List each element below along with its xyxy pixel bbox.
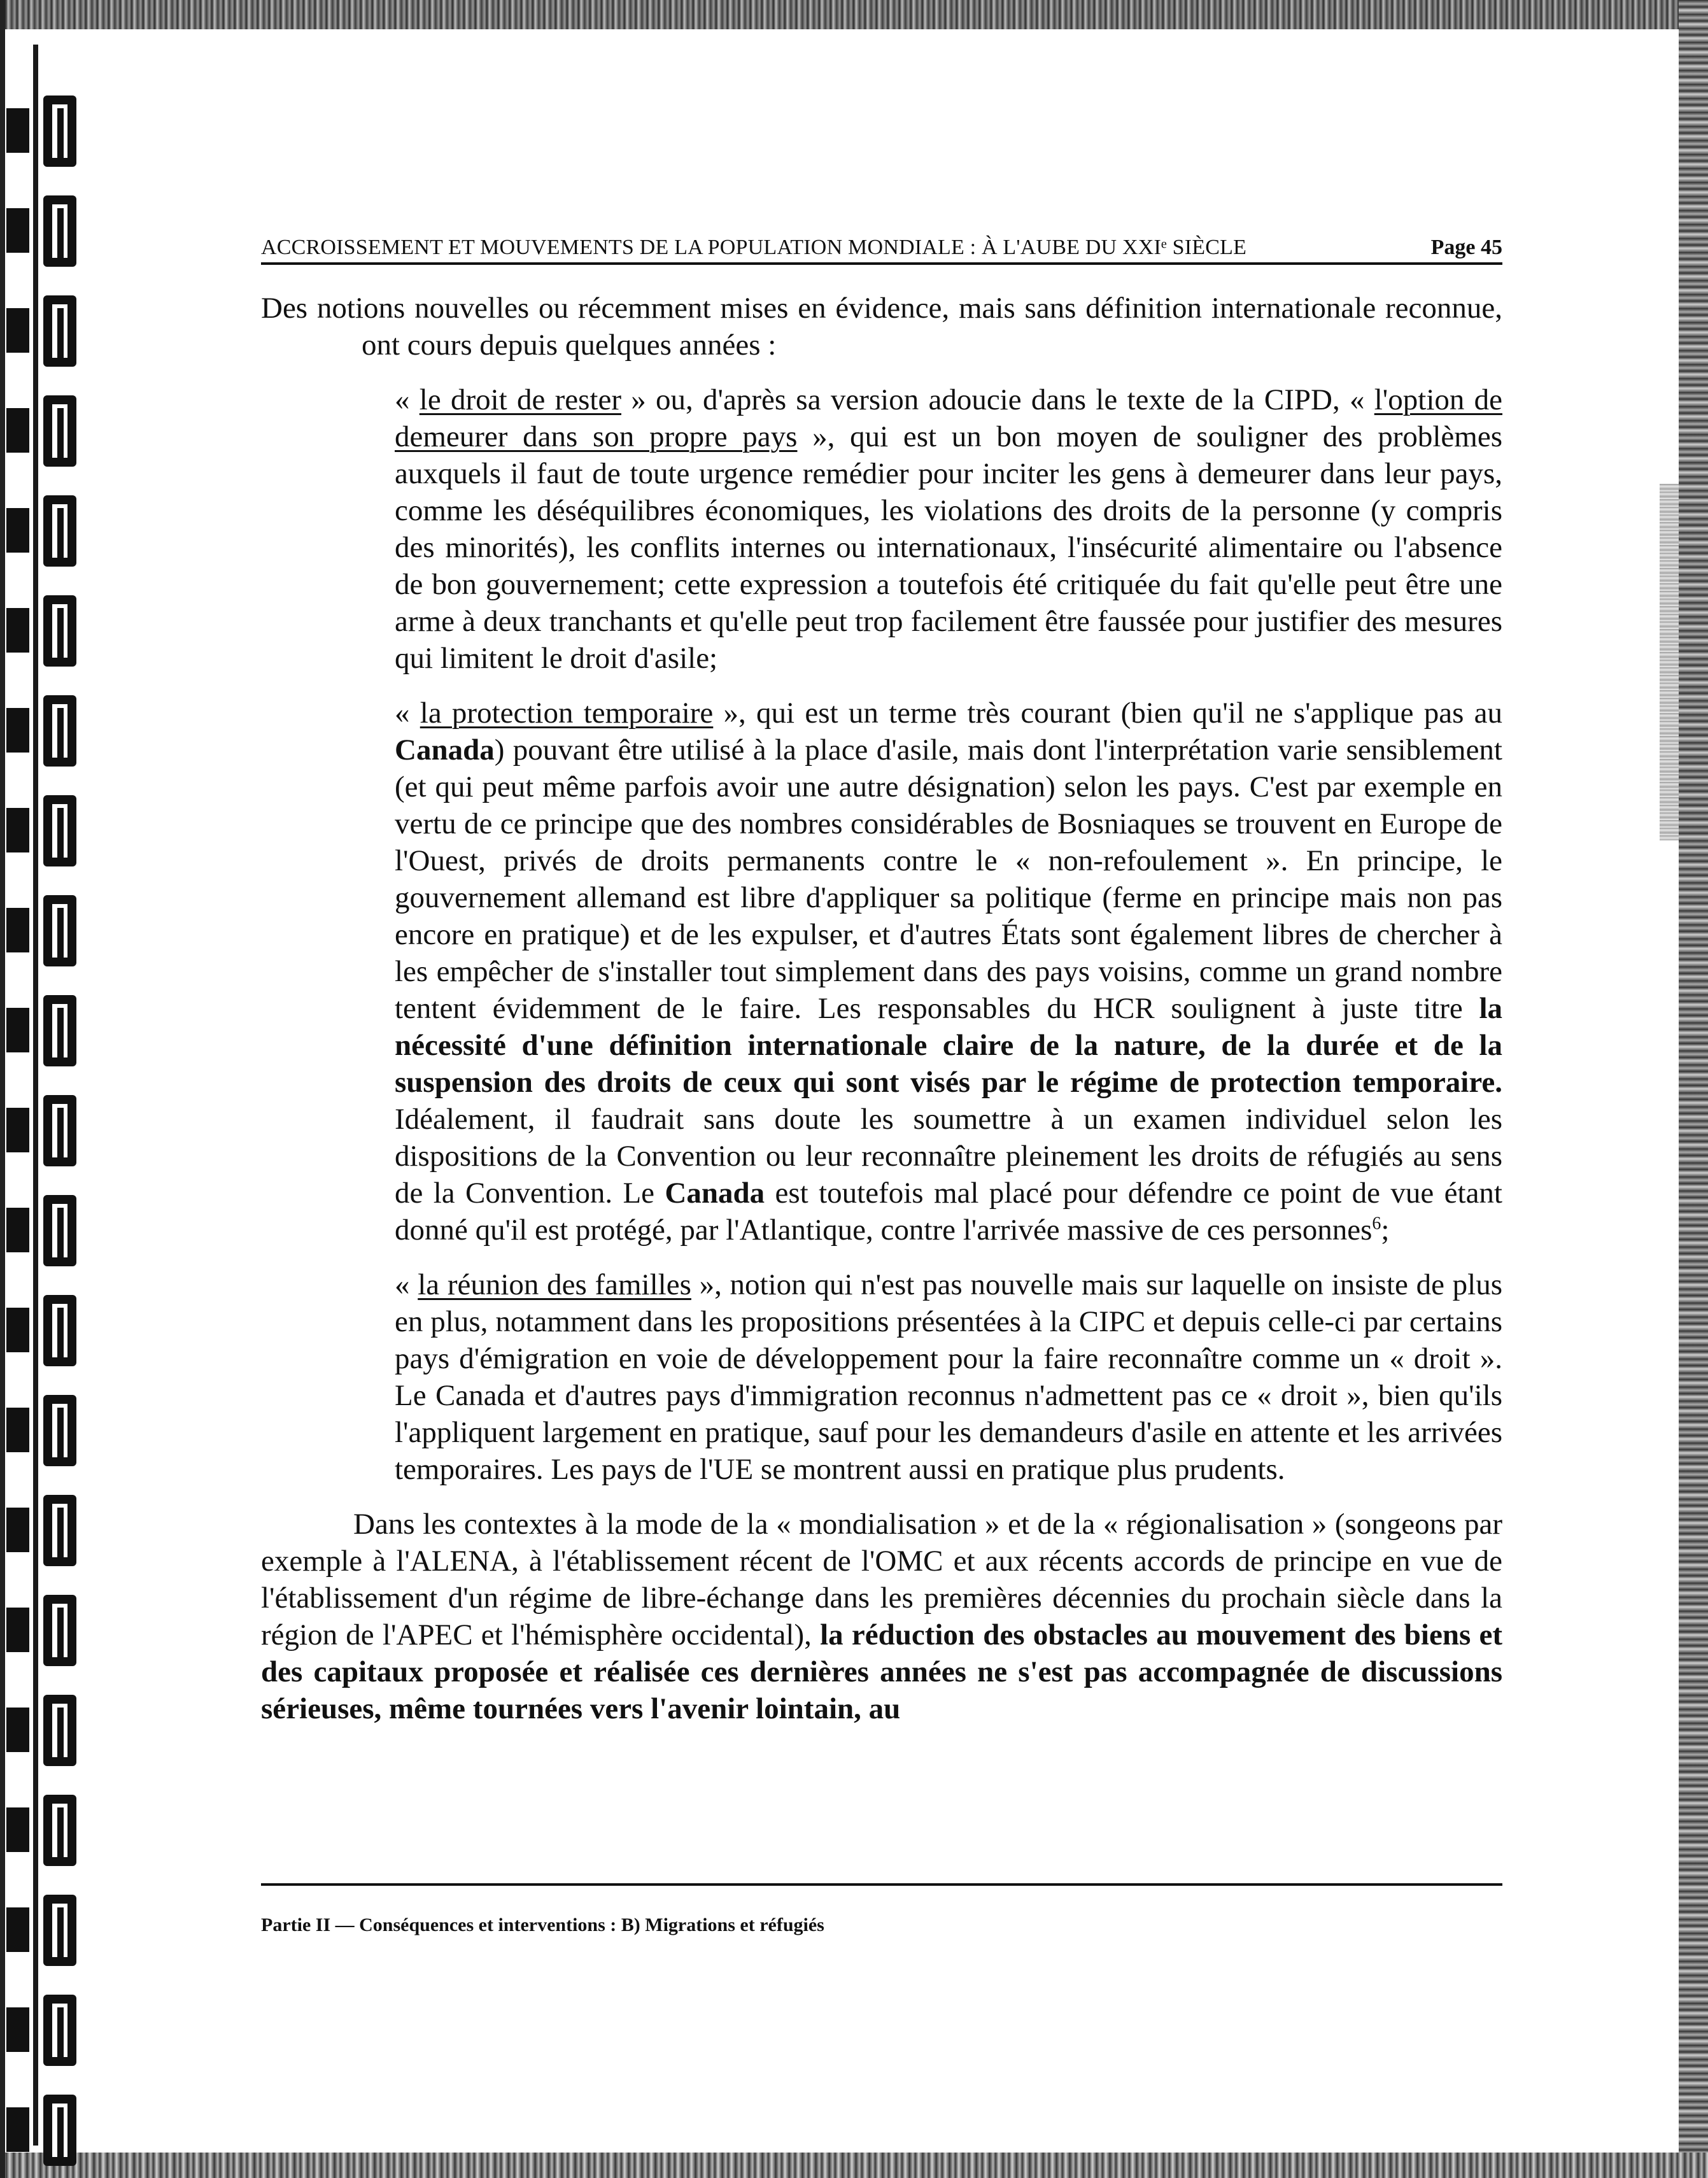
binding-ring: [6, 595, 80, 667]
item-text: », qui est un terme très courant (bien qu'il ne s'applique pas au: [713, 697, 1502, 730]
binding-ring: [6, 95, 80, 167]
footer-rule: [261, 1883, 1502, 1886]
binding-ring: [6, 895, 80, 966]
paragraph-text: Dans les contextes à la mode de la « mondialisation » et de la « régionalisation » (songeons par exemple à l'ALENA, à l'établissement récent de l'OMC et aux récents accords de principe en vue de l'établissement d'un régime de libre-échange dans les premières décennies du prochain siècle dans la région de l'APEC et l'hémisphère occidental),: [261, 1508, 1502, 1651]
binding-ring: [6, 1995, 80, 2066]
binding-ring: [6, 1295, 80, 1366]
list-item: [395, 381, 1502, 677]
bold-emphasis: la nécessité d'une définition internationale claire de la nature, de la durée et de la suspension des droits de ceux qui sont visés par le régime de protection temporaire.: [395, 992, 1502, 1099]
scan-border-top: [0, 0, 1708, 29]
item-text: Idéalement, il faudrait sans doute les soumettre à un examen individuel selon les dispositions de la Convention ou leur reconnaître pleinement les droits de réfugiés au sens de la Convention. Le: [395, 1103, 1502, 1210]
main-paragraph: [261, 1506, 1502, 1727]
binding-ring: [6, 2095, 80, 2166]
list-item: [395, 1266, 1502, 1488]
binding-ring: [6, 1795, 80, 1866]
binding-ring: [6, 1595, 80, 1666]
page-number: Page 45: [1430, 236, 1502, 259]
binding-ring: [6, 995, 80, 1066]
item-text: ) pouvant être utilisé à la place d'asile, mais dont l'interprétation varie sensiblement (et qui peut même parfois avoir une autre désignation) selon les pays. C'est par exemple en vertu de ce principe que des nombres considérables de Bosniaques se trouvent en Europe de l'Ouest, privés de droits permanents contre le « non-refoulement ». En principe, le gouvernement allemand est libre d'appliquer sa politique (ferme en principe mais non pas encore en pratique) et de les expulser, et d'autres États sont également libres de chercher à les empêcher de s'installer tout simplement dans des pays voisins, comme un grand nombre tentent évidemment de le faire. Les responsables du HCR soulignent à juste titre: [395, 733, 1502, 1025]
bold-emphasis: la réduction des obstacles au mouvement des biens et des capitaux proposée et réalisée ces dernières années ne s'est pas accompagnée de discussions sérieuses, même tournées vers l'avenir lointain, au: [261, 1618, 1503, 1725]
binding-ring: [6, 1695, 80, 1766]
header-title: ACCROISSEMENT ET MOUVEMENTS DE LA POPULATION MONDIALE : À L'AUBE DU XXIᵉ SIÈCLE: [261, 236, 1247, 259]
binding-ring: [6, 695, 80, 767]
quote-open: «: [395, 383, 420, 416]
quote-open: «: [395, 697, 420, 730]
term-reunion-familles: la réunion des familles: [418, 1268, 691, 1301]
binding-ring: [6, 1495, 80, 1566]
quote-open: «: [395, 1268, 418, 1301]
term-protection-temporaire: la protection temporaire: [420, 697, 714, 730]
binding-ring: [6, 395, 80, 467]
item-text: » ou, d'après sa version adoucie dans le texte de la CIPD, «: [621, 383, 1374, 416]
binding-ring: [6, 1095, 80, 1166]
scan-border-bottom: [0, 2153, 1708, 2178]
document-body: [261, 290, 1502, 1727]
item-text: est toutefois mal placé pour défendre ce point de vue étant donné qu'il est protégé, par l'Atlantique, contre l'arrivée massive de ces personnes: [395, 1177, 1502, 1247]
bold-canada: Canada: [665, 1177, 765, 1210]
bold-canada: Canada: [395, 733, 495, 767]
footer-text: Partie II — Conséquences et interventions : B) Migrations et réfugiés: [261, 1914, 824, 1935]
term-droit-de-rester: le droit de rester: [419, 383, 621, 416]
binding-ring: [6, 195, 80, 267]
scan-border-right: [1679, 0, 1708, 2178]
running-header: [261, 233, 1502, 265]
binding-ring: [6, 295, 80, 367]
binding-ring: [6, 1895, 80, 1966]
item-text: ;: [1381, 1213, 1390, 1247]
binding-ring: [6, 1395, 80, 1466]
term-option-demeurer: l'option de demeurer dans son propre pays: [395, 383, 1503, 453]
item-text: », qui est un bon moyen de souligner des problèmes auxquels il faut de toute urgence remédier pour inciter les gens à demeurer dans leur pays, comme les déséquilibres économiques, les violations des droits de la personne (y compris des minorités), les conflits internes ou internationaux, l'insécurité alimentaire ou l'absence de bon gouvernement; cette expression a toutefois été critiquée du fait qu'elle peut être une arme à deux tranchants et qu'elle peut trop facilement être faussée pour justifier des mesures qui limitent le droit d'asile;: [395, 420, 1503, 675]
list-item: [395, 695, 1502, 1248]
scan-edge-strip: [1660, 484, 1679, 840]
binding-ring: [6, 495, 80, 567]
intro-paragraph: Des notions nouvelles ou récemment mises en évidence, mais sans définition internationale reconnue, ont cours depuis quelques années :: [261, 292, 1502, 362]
item-text: », notion qui n'est pas nouvelle mais sur laquelle on insiste de plus en plus, notamment dans les propositions présentées à la CIPC et depuis celle-ci par certains pays d'émigration en voie de développement pour la faire reconnaître comme un « droit ». Le Canada et d'autres pays d'immigration reconnus n'admettent pas ce « droit », bien qu'ils l'appliquent largement en pratique, sauf pour les demandeurs d'asile en attente et les arrivées temporaires. Les pays de l'UE se montrent aussi en pratique plus prudents.: [395, 1268, 1502, 1486]
binding-ring: [6, 795, 80, 866]
footnote-ref: 6: [1372, 1213, 1381, 1234]
binding-ring: [6, 1195, 80, 1266]
scan-border-left: [0, 0, 5, 2178]
